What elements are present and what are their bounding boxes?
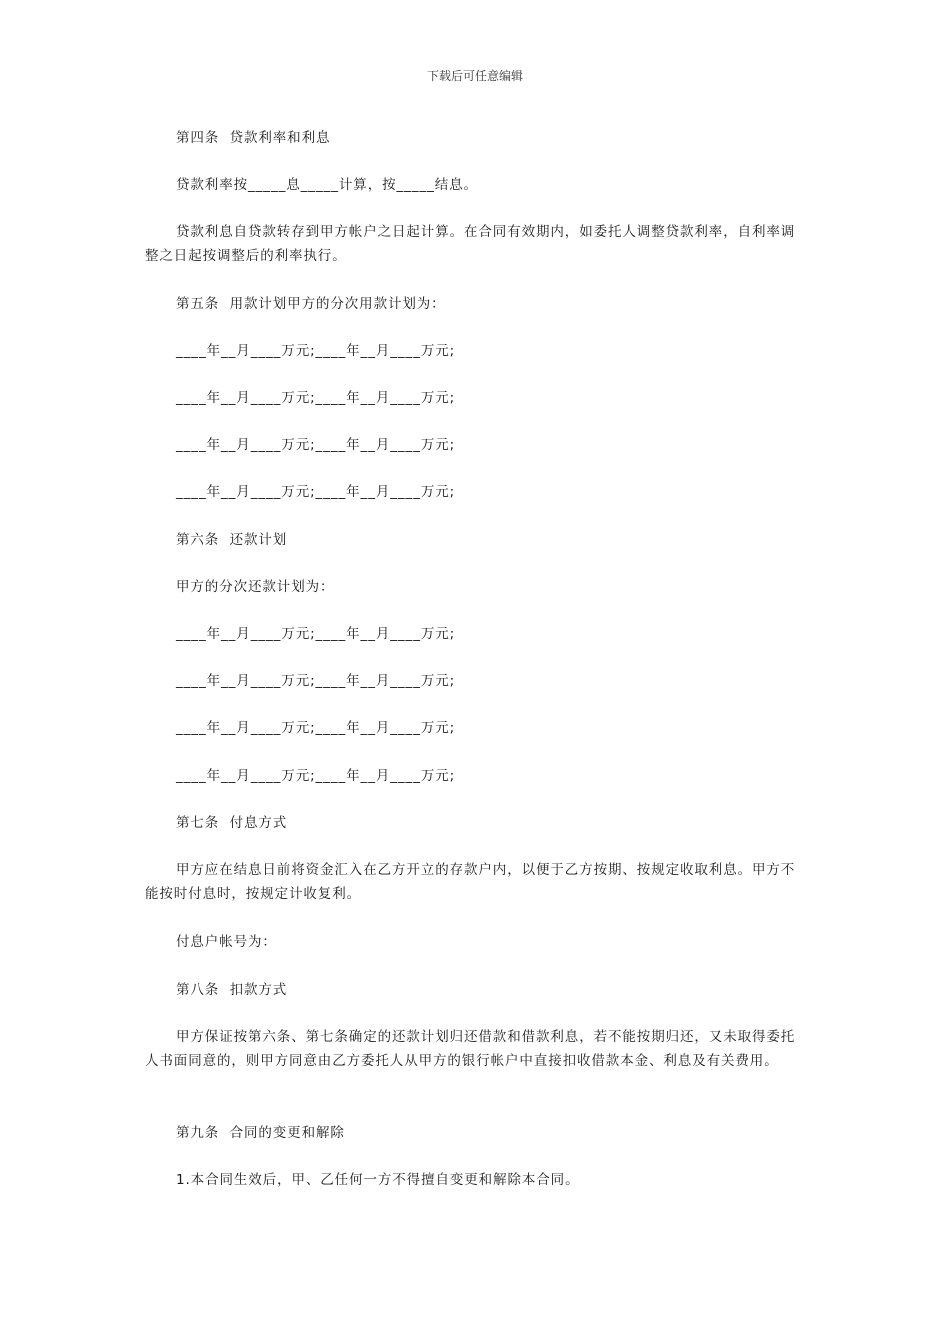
paragraph: 1.本合同生效后，甲、乙任何一方不得擅自变更和解除本合同。 bbox=[176, 1172, 580, 1188]
paragraph: 甲方的分次还款计划为： bbox=[176, 579, 335, 595]
article-6-heading: 第六条 还款计划 bbox=[176, 532, 288, 548]
paragraph: 付息户帐号为： bbox=[176, 934, 277, 950]
article-5-heading: 第五条 用款计划甲方的分次用款计划为： bbox=[176, 296, 446, 312]
schedule-line: ____年__月____万元;____年__月____万元; bbox=[176, 390, 456, 406]
article-4-heading: 第四条 贷款利率和利息 bbox=[176, 130, 331, 146]
schedule-line: ____年__月____万元;____年__月____万元; bbox=[176, 720, 456, 736]
paragraph: 甲方应在结息日前将资金汇入在乙方开立的存款户内，以便于乙方按期、按规定收取利息。甲方不能按时付息时，按规定计收复利。 bbox=[145, 862, 796, 902]
paragraph: 贷款利息自贷款转存到甲方帐户之日起计算。在合同有效期内，如委托人调整贷款利率，自利率调整之日起按调整后的利率执行。 bbox=[145, 224, 796, 264]
schedule-line: ____年__月____万元;____年__月____万元; bbox=[176, 437, 456, 453]
article-9-heading: 第九条 合同的变更和解除 bbox=[176, 1125, 345, 1141]
schedule-line: ____年__月____万元;____年__月____万元; bbox=[176, 768, 456, 784]
article-7-heading: 第七条 付息方式 bbox=[176, 815, 288, 831]
schedule-line: ____年__月____万元;____年__月____万元; bbox=[176, 343, 456, 359]
schedule-line: ____年__月____万元;____年__月____万元; bbox=[176, 673, 456, 689]
article-8-heading: 第八条 扣款方式 bbox=[176, 982, 288, 998]
paragraph: 甲方保证按第六条、第七条确定的还款计划归还借款和借款利息，若不能按期归还，又未取得委托人书面同意的，则甲方同意由乙方委托人从甲方的银行帐户中直接扣收借款本金、利息及有关费用。 bbox=[145, 1029, 796, 1069]
schedule-line: ____年__月____万元;____年__月____万元; bbox=[176, 484, 456, 500]
schedule-line: ____年__月____万元;____年__月____万元; bbox=[176, 626, 456, 642]
paragraph: 贷款利率按_____息_____计算，按_____结息。 bbox=[176, 177, 478, 193]
page-header: 下载后可任意编辑 bbox=[426, 69, 523, 83]
